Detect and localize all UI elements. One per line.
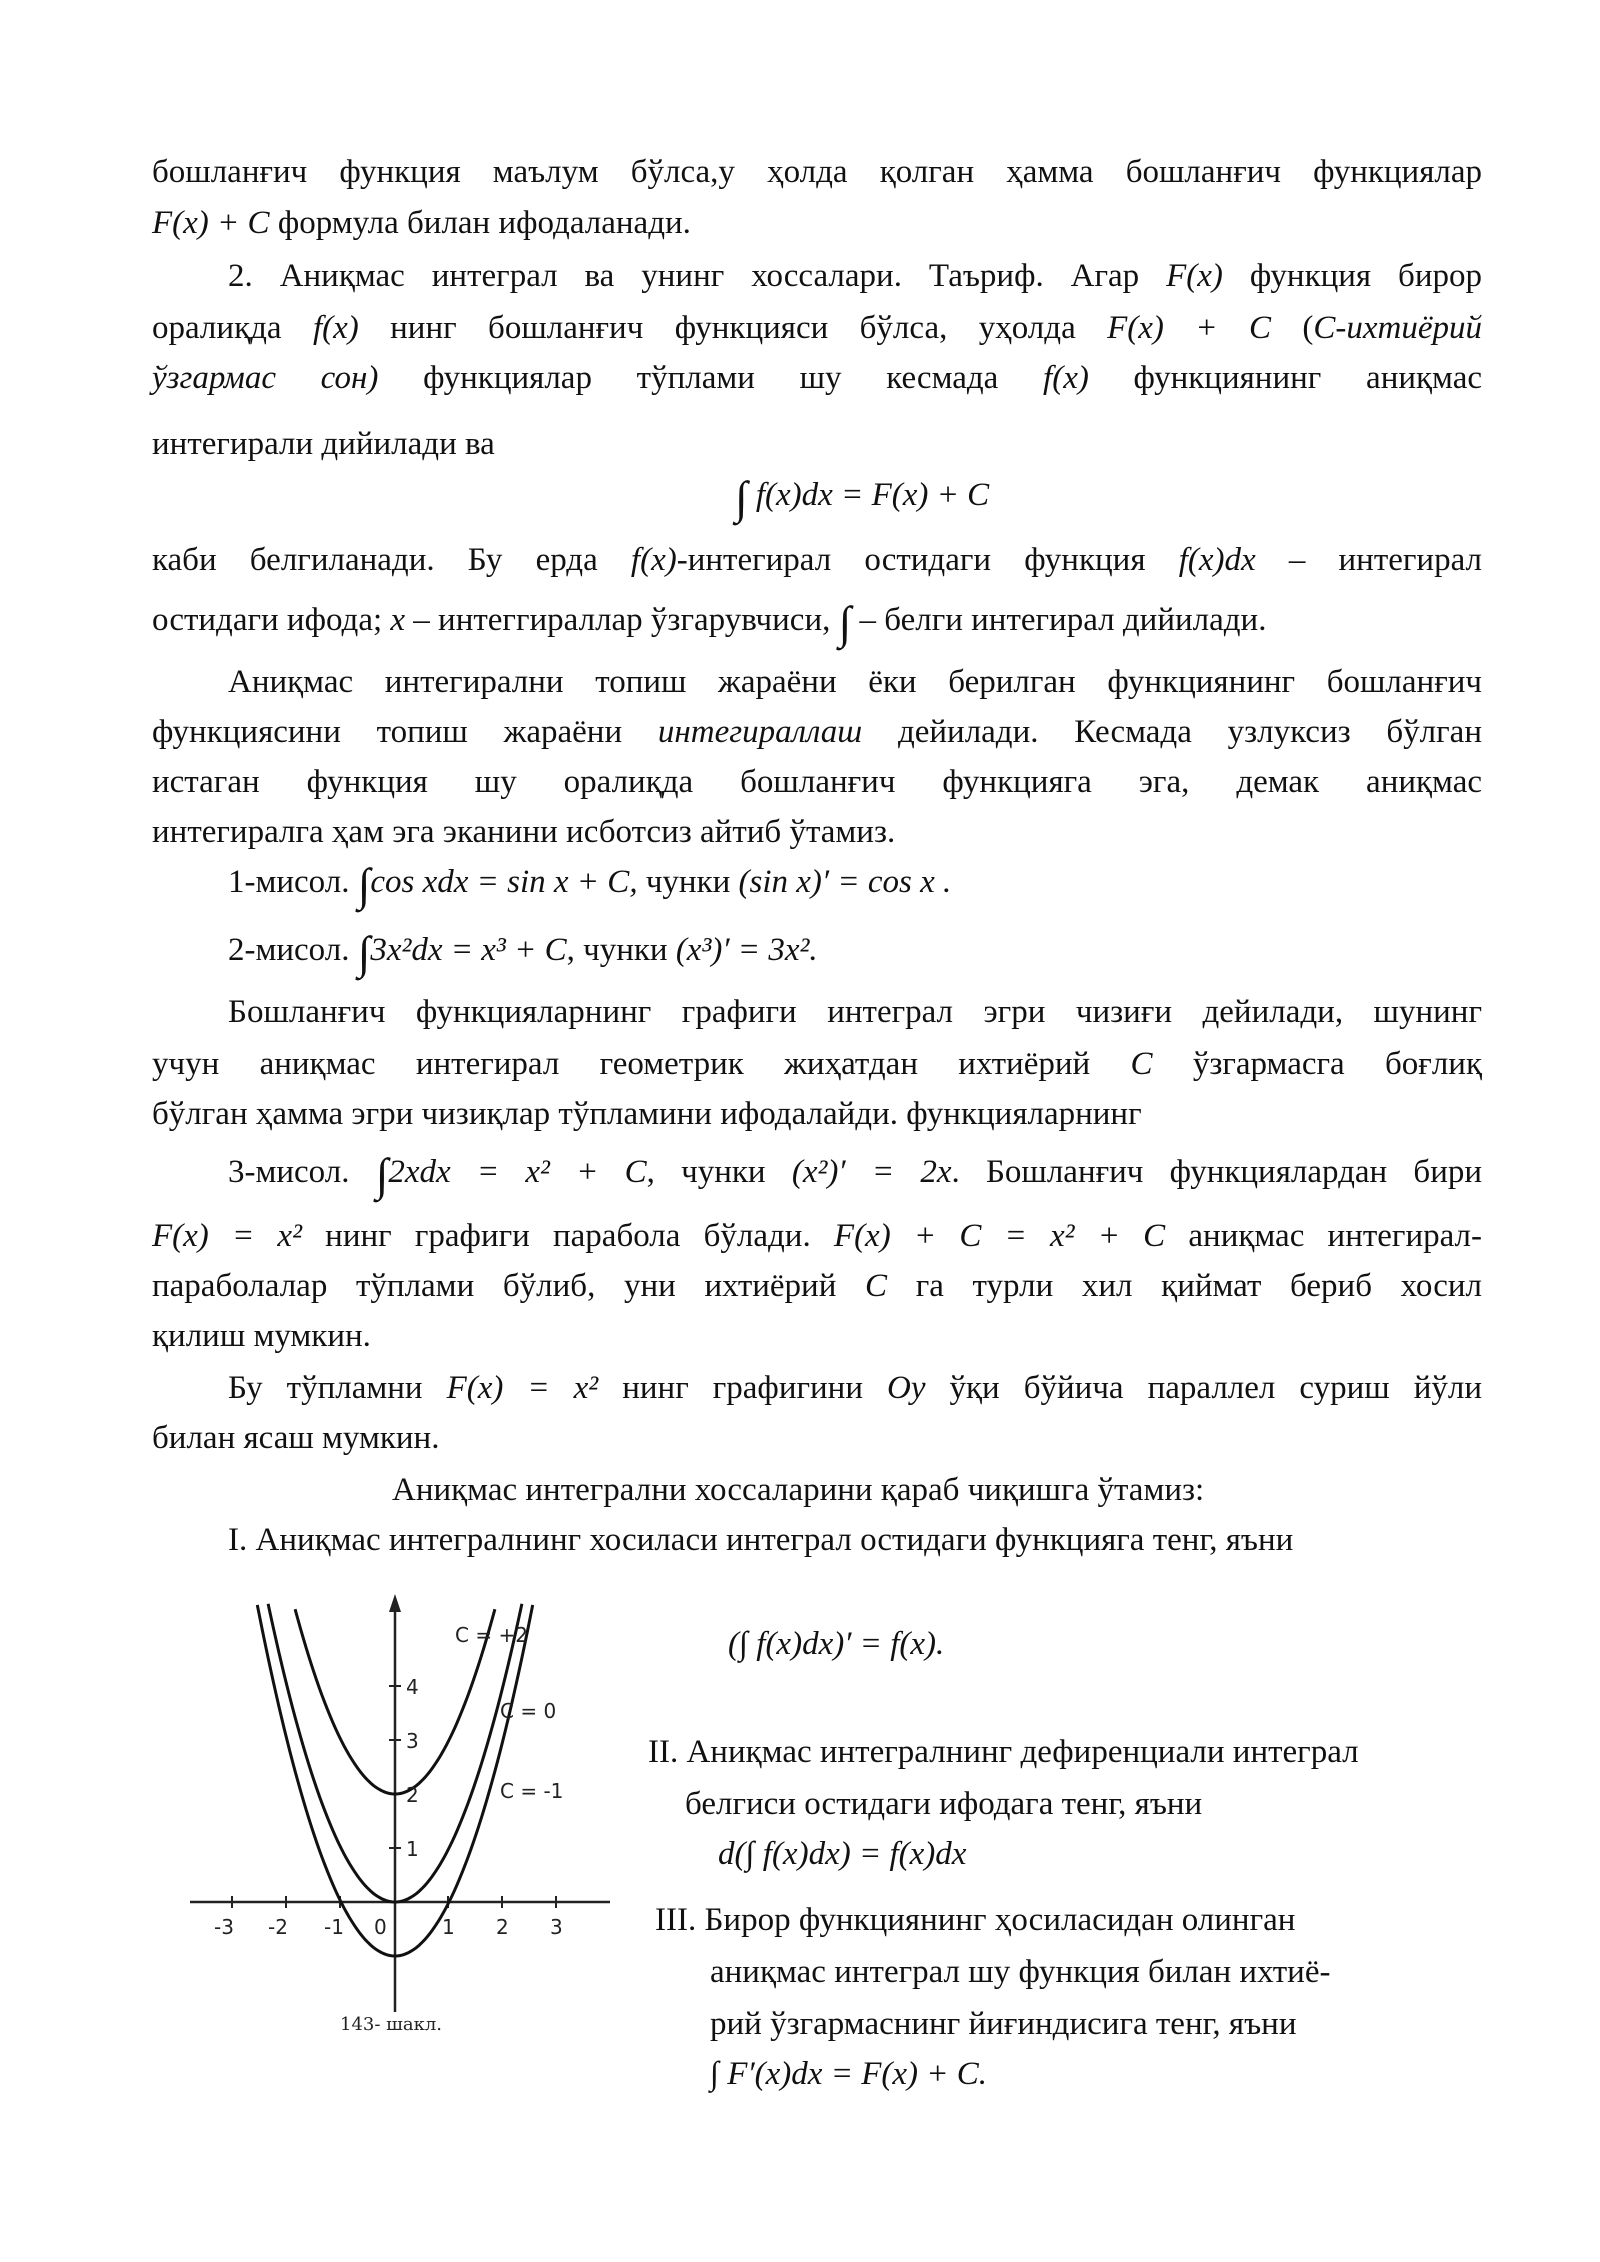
formula-indefinite-integral: ∫ f(x)dx = F(x) + C	[735, 472, 990, 523]
paragraph-line: F(x) = x² нинг графиги парабола бўлади. F(x) + C = x² + C аниқмас интегирал-	[152, 1218, 1483, 1254]
paragraph-line: бўлган ҳамма эгри чизиқлар тўпламини ифодалайди. функцияларнинг	[152, 1096, 1142, 1132]
paragraph-line: F(x) + C формула билан ифодаланади.	[152, 205, 691, 241]
curve-label: C = -1	[500, 1779, 564, 1803]
parabola-graph	[180, 1582, 630, 2052]
property-2-line: II. Аниқмас интегралнинг дефиренциали интеграл	[648, 1734, 1359, 1770]
x-tick-label: 1	[442, 1915, 455, 1939]
paragraph-line: Аниқмас интегирални топиш жараёни ёки берилган функциянинг бошланғич	[228, 664, 1482, 700]
y-tick-label: 3	[406, 1729, 419, 1753]
y-axis-arrow	[389, 1594, 401, 1612]
curve-label: C = 0	[500, 1699, 557, 1723]
example-3: 3-мисол. ∫2xdx = x² + C, чунки (x²)′ = 2x. Бошланғич функциялардан бири	[228, 1149, 1483, 1200]
example-1: 1-мисол. ∫cos xdx = sin x + C, чунки (sin x)′ = cos x .	[228, 859, 952, 910]
paragraph-line: истаган функция шу оралиқда бошланғич функцияга эга, демак аниқмас	[152, 764, 1482, 800]
x-tick-label: 2	[496, 1915, 509, 1939]
property-2-formula: d(∫ f(x)dx) = f(x)dx	[718, 1836, 967, 1872]
x-tick-label: 0	[374, 1915, 387, 1939]
paragraph-line: оралиқда f(x) нинг бошланғич функцияси бўлса, уҳолда F(x) + C (С-ихтиёрий	[152, 310, 1482, 346]
paragraph-line: функциясини топиш жараёни интегираллаш дейилади. Кесмада узлуксиз бўлган	[152, 714, 1482, 750]
curve-label: C = +2	[455, 1623, 528, 1647]
math-expression: F(x)	[1166, 258, 1223, 294]
paragraph-line: интегирали дийилади ва	[152, 426, 495, 462]
paragraph-line: остидаги ифода; x – интеггираллар ўзгарувчиси, ∫ – белги интегирал дийилади.	[152, 597, 1267, 648]
paragraph-line: билан ясаш мумкин.	[152, 1420, 440, 1456]
example-2: 2-мисол. ∫3x²dx = x³ + C, чунки (x³)′ = 3x².	[228, 927, 818, 978]
paragraph-line: параболалар тўплами бўлиб, уни ихтиёрий С га турли хил қиймат бериб хосил	[152, 1268, 1482, 1304]
y-tick-label: 1	[406, 1837, 419, 1861]
x-tick-label: 3	[550, 1915, 563, 1939]
section-heading: Аниқмас интегрални хоссаларини қараб чиқишга ўтамиз:	[392, 1472, 1205, 1508]
property-3-formula: ∫ F′(x)dx = F(x) + C.	[710, 2056, 988, 2092]
property-1: I. Аниқмас интегралнинг хосиласи интеграл остидаги функцияга тенг, яъни	[228, 1522, 1294, 1558]
property-3-line: рий ўзгармаснинг йиғиндисига тенг, яъни	[710, 2006, 1297, 2042]
property-3-line: аниқмас интеграл шу функция билан ихтиё-	[710, 1954, 1331, 1990]
paragraph-line: интегиралга ҳам эга эканини исботсиз айтиб ўтамиз.	[152, 814, 896, 850]
paragraph-line: бошланғич функция маълум бўлса,у ҳолда қолган ҳамма бошланғич функциялар	[152, 154, 1482, 190]
paragraph-line: ўзгармас сон) функциялар тўплами шу кесмада f(x) функциянинг аниқмас	[152, 360, 1482, 396]
y-tick-label: 2	[406, 1783, 419, 1807]
figure-caption: 143- шакл.	[340, 2014, 443, 2035]
definition-heading-line: 2. Аниқмас интеграл ва унинг хоссалари. Таъриф. Агар F(x) функция бирор	[228, 258, 1483, 294]
property-1-formula: (∫ f(x)dx)′ = f(x).	[728, 1626, 945, 1662]
paragraph-line: қилиш мумкин.	[152, 1318, 371, 1354]
paragraph-line: Бу тўпламни F(x) = x² нинг графигини Оу ўқи бўйича параллел суриш йўли	[228, 1370, 1482, 1406]
math-expression: F(x) + C	[152, 205, 270, 241]
property-2-line: белгиси остидаги ифодага тенг, яъни	[685, 1786, 1203, 1822]
x-tick-label: -3	[214, 1915, 234, 1939]
paragraph-line: учун аниқмас интегирал геометрик жиҳатдан ихтиёрий С ўзгармасга боғлиқ	[152, 1046, 1482, 1082]
x-tick-label: -2	[268, 1915, 288, 1939]
x-tick-label: -1	[324, 1915, 344, 1939]
figure-parabola-family	[180, 1582, 630, 2052]
property-3-line: III. Бирор функциянинг ҳосиласидан олинган	[655, 1902, 1296, 1938]
y-tick-label: 4	[406, 1675, 419, 1699]
paragraph-line: каби белгиланади. Бу ерда f(x)-интегирал остидаги функция f(x)dx – интегирал	[152, 542, 1482, 578]
paragraph-line: Бошланғич функцияларнинг графиги интеграл эгри чизиғи дейилади, шунинг	[228, 994, 1482, 1030]
